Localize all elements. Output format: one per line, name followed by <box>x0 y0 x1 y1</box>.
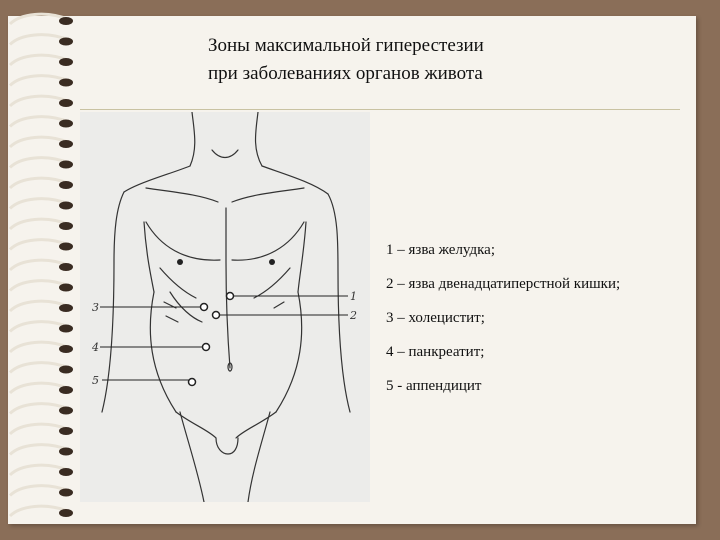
binding-hole <box>59 468 73 476</box>
binding-hole <box>59 58 73 66</box>
marker-5 <box>189 379 196 386</box>
torso-diagram <box>80 112 370 502</box>
binding-hole <box>59 345 73 353</box>
binding-hole <box>59 202 73 210</box>
binding-hole <box>59 99 73 107</box>
legend-item-2: 2 – язва двенадцатиперстной кишки; <box>386 276 621 292</box>
marker-4 <box>203 344 210 351</box>
marker-2 <box>213 312 220 319</box>
marker-label-2: 2 <box>350 309 357 322</box>
legend-item-4: 4 – панкреатит; <box>386 344 485 360</box>
binding-hole <box>59 284 73 292</box>
binding-hole <box>59 161 73 169</box>
marker-1 <box>227 293 234 300</box>
legend-item-5: 5 - аппендицит <box>386 378 482 394</box>
marker-label-5: 5 <box>92 374 99 387</box>
binding-hole <box>59 17 73 25</box>
binding-hole <box>59 407 73 415</box>
title-line-1: Зоны максимальной гиперестезии <box>208 35 484 56</box>
binding-hole <box>59 304 73 312</box>
binding-hole <box>59 366 73 374</box>
legend-item-1: 1 – язва желудка; <box>386 242 495 258</box>
marker-label-4: 4 <box>92 341 99 354</box>
marker-3 <box>201 304 208 311</box>
title-divider <box>80 109 680 110</box>
binding-hole <box>59 79 73 87</box>
slide-title <box>208 32 628 88</box>
binding-hole <box>59 427 73 435</box>
binding-hole <box>59 325 73 333</box>
legend-list <box>386 240 686 410</box>
marker-label-1: 1 <box>350 290 357 303</box>
spiral-binding <box>0 0 80 540</box>
binding-hole <box>59 222 73 230</box>
binding-hole <box>59 489 73 497</box>
binding-hole <box>59 509 73 517</box>
nipple-left <box>177 259 183 265</box>
binding-hole <box>59 386 73 394</box>
legend-item-3: 3 – холецистит; <box>386 310 485 326</box>
binding-hole <box>59 243 73 251</box>
binding-hole <box>59 448 73 456</box>
binding-hole <box>59 140 73 148</box>
title-line-2: при заболеваниях органов живота <box>208 63 483 84</box>
binding-hole <box>59 120 73 128</box>
nipple-right <box>269 259 275 265</box>
binding-hole <box>59 263 73 271</box>
binding-hole <box>59 181 73 189</box>
binding-hole <box>59 38 73 46</box>
marker-label-3: 3 <box>92 301 99 314</box>
